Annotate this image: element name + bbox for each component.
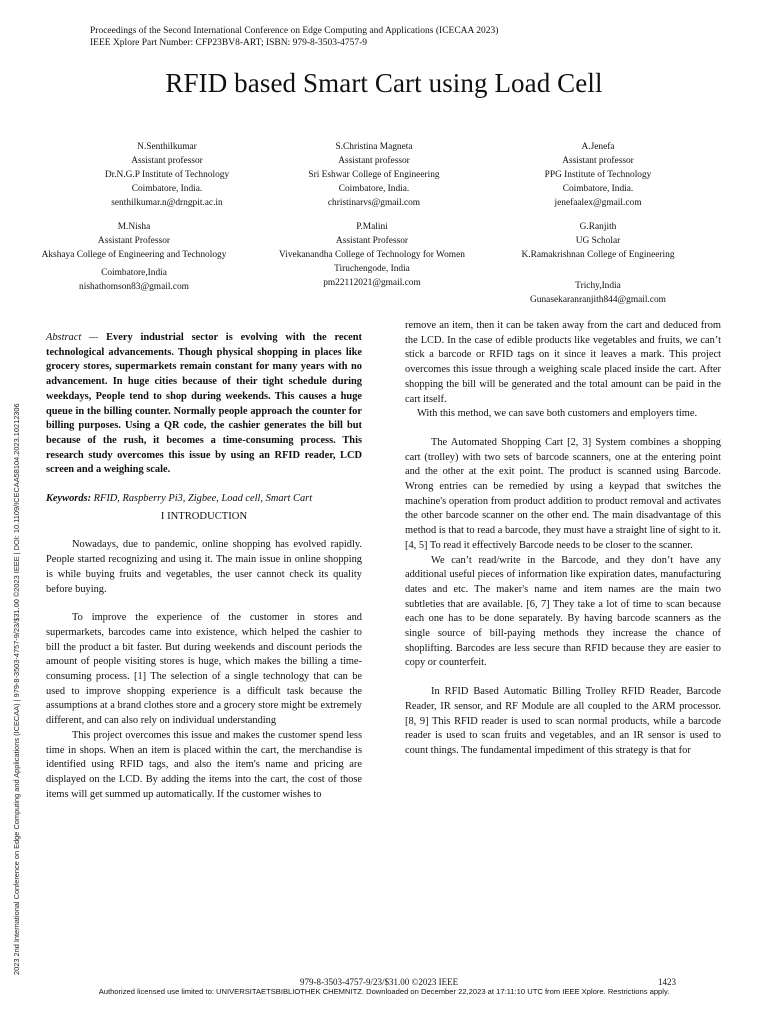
author-org: Vivekanandha College of Technology for Women xyxy=(279,249,465,260)
page-number: 1423 xyxy=(658,977,676,987)
author-email: senthilkumar.n@drngpit.ac.in xyxy=(111,197,223,208)
paragraph: The Automated Shopping Cart [2, 3] System combines a shopping cart (trolley) with two sets of barcode scanners, one at the entering point and the other at the exit point. The product is scanned using Barcode. Wrong entries can be remedied by using a keypad that switches the machine's operation from product addition to product removal and activates the other barcode scanner on the other end. The main disadvantage of this method is that to read a barcode, they must have a straight line of sight to it. [4, 5] To read it effectively Barcode needs to be closer to the scanner. xyxy=(405,436,721,551)
abstract-label: Abstract — xyxy=(46,332,99,343)
author-location: Coimbatore, India. xyxy=(338,183,410,194)
author-location: Coimbatore, India. xyxy=(131,183,203,194)
author-block-6 xyxy=(473,221,723,308)
keywords xyxy=(46,492,362,507)
abstract-text: Every industrial sector is evolving with the recent technological advancements. Though physical shopping in places like grocery stores, supermarkets remain constant for many years with no advancement. In huge cities because of their tight schedule during weekdays, People tend to shop during weekends. This causes a huge queue in the billing counter. Normally people approach the counter for billing purposes. Using a QR code, the cashier generates the bill but because of the rush, it becomes a time-consuming process. This research study overcomes this issue by using an RFID reader, LCD screen and a weighing scale. xyxy=(46,332,362,476)
author-block-2 xyxy=(249,141,499,211)
paragraph: remove an item, then it can be taken away from the cart and deduced from the LCD. In the case of edible products like vegetables and fruits, we can’t stick a barcode or RFID tags on it since it leaves a mark. This project overcomes this issue through a weighing scale placed inside the cart. After shopping the bill will be generated and the total amount can be paid in the cart itself. xyxy=(405,320,721,405)
conference-name: Proceedings of the Second International Conference on Edge Computing and Applications (ICECAA 2023) xyxy=(90,26,499,36)
author-name: A.Jenefa xyxy=(581,142,615,152)
author-email: christinarvs@gmail.com xyxy=(327,197,421,208)
license-notice: Authorized licensed use limited to: UNIVERSITAETSBIBLIOTHEK CHEMNITZ. Downloaded on December 22,2023 at 17:11:10 UTC from IEEE Xplore. Restrictions apply. xyxy=(98,987,670,996)
author-block-4 xyxy=(26,221,242,295)
author-name: G.Ranjith xyxy=(579,222,617,232)
author-email: nishathomson83@gmail.com xyxy=(79,281,189,292)
author-org: Sri Eshwar College of Engineering xyxy=(308,169,440,180)
author-name: M.Nisha xyxy=(117,222,151,232)
author-org: Akshaya College of Engineering and Technology xyxy=(41,249,227,260)
copyright-code: 979-8-3503-4757-9/23/$31.00 ©2023 IEEE xyxy=(300,977,459,987)
author-name: S.Christina Magneta xyxy=(335,142,413,152)
author-org: K.Ramakrishnan College of Engineering xyxy=(521,249,675,260)
conference-header xyxy=(90,25,498,49)
keywords-text: RFID, Raspberry Pi3, Zigbee, Load cell, Smart Cart xyxy=(91,493,313,505)
doi-sidebar: 2023 2nd International Conference on Edge Computing and Applications (ICECAA) | 979-8-3503-4757-9/23/$31.00 ©2023 IEEE | DOI: 10.1109/ICECAA58104.2023.10212306 xyxy=(12,403,21,975)
keywords-label: Keywords: xyxy=(46,493,92,505)
author-org: Dr.N.G.P Institute of Technology xyxy=(104,169,230,180)
author-role: Assistant professor xyxy=(131,155,203,166)
paragraph: We can’t read/write in the Barcode, and they don’t have any additional useful pieces of information like expiration dates, manufacturing dates and etc. The maker's name and item names are the main two subtleties that are available. [6, 7] They take a lot of time to scan because each one has to be done separately. By having barcode scanners as the single source of bill-paying methods they increase the chance of shoplifting. Barcodes are less secure than RFID because they are easier to copy or counterfeit. xyxy=(405,554,721,669)
author-block-3 xyxy=(473,141,723,211)
author-org: PPG Institute of Technology xyxy=(544,169,652,180)
paragraph: With this method, we can save both customers and employers time. xyxy=(417,408,698,420)
author-email: Gunasekaranranjith844@gmail.com xyxy=(530,294,666,305)
author-block-5 xyxy=(272,221,472,291)
author-email: pm22112021@gmail.com xyxy=(323,277,421,288)
right-column xyxy=(405,319,721,759)
section-heading-introduction: I INTRODUCTION xyxy=(160,510,248,522)
author-location: Coimbatore, India. xyxy=(562,183,634,194)
author-role: Assistant professor xyxy=(562,155,634,166)
author-email: jenefaalex@gmail.com xyxy=(554,197,642,208)
author-role: UG Scholar xyxy=(575,235,621,246)
xplore-part-number: IEEE Xplore Part Number: CFP23BV8-ART; ISBN: 979-8-3503-4757-9 xyxy=(90,38,368,48)
left-column xyxy=(46,331,362,802)
paragraph: In RFID Based Automatic Billing Trolley RFID Reader, Barcode Reader, IR sensor, and RF Module are all coupled to the ARM processor. [8, 9] This RFID reader is used to scan normal products, while a barcode reader is used to scan fruits and vegetables, and an IR sensor is used to count things. The fundamental impediment of this strategy is that for xyxy=(405,686,721,756)
author-name: P.Malini xyxy=(356,222,388,232)
abstract xyxy=(46,331,362,478)
paper-title: RFID based Smart Cart using Load Cell xyxy=(165,68,603,98)
paragraph: This project overcomes this issue and makes the customer spend less time in shops. When an item is placed within the cart, the merchandise is identified using RFID tags, and also the item's name and pricing are displayed on the LCD. By adding the items into the cart, the cost of those items will get summed up automatically. If the customer wishes to xyxy=(46,729,362,800)
author-location: Trichy,India xyxy=(575,280,621,291)
author-location: Coimbatore,India xyxy=(101,267,167,278)
author-role: Assistant professor xyxy=(338,155,410,166)
author-role: Assistant Professor xyxy=(335,235,409,246)
paragraph: Nowadays, due to pandemic, online shopping has evolved rapidly. People started recognizing and using it. The main issue in online shopping is while buying fruits and vegetables, the user cannot check its quality before buying. xyxy=(46,539,362,595)
author-name: N.Senthilkumar xyxy=(137,142,197,152)
author-role: Assistant Professor xyxy=(97,235,171,246)
paragraph: To improve the experience of the customer in stores and supermarkets, barcodes came into existence, which helped the cashier to bill the product a bit faster. But during weekends and discount periods the amount of people visiting stores is huge, which makes the billing a time-consuming process. [1] The selection of a single technology that can be used to improve shopping experience is a difficult task because the assumptions at a brand clothes store and a grocery store might be extremely different, and can also rely on individual understanding xyxy=(46,612,362,727)
author-location: Tiruchengode, India xyxy=(334,263,410,274)
